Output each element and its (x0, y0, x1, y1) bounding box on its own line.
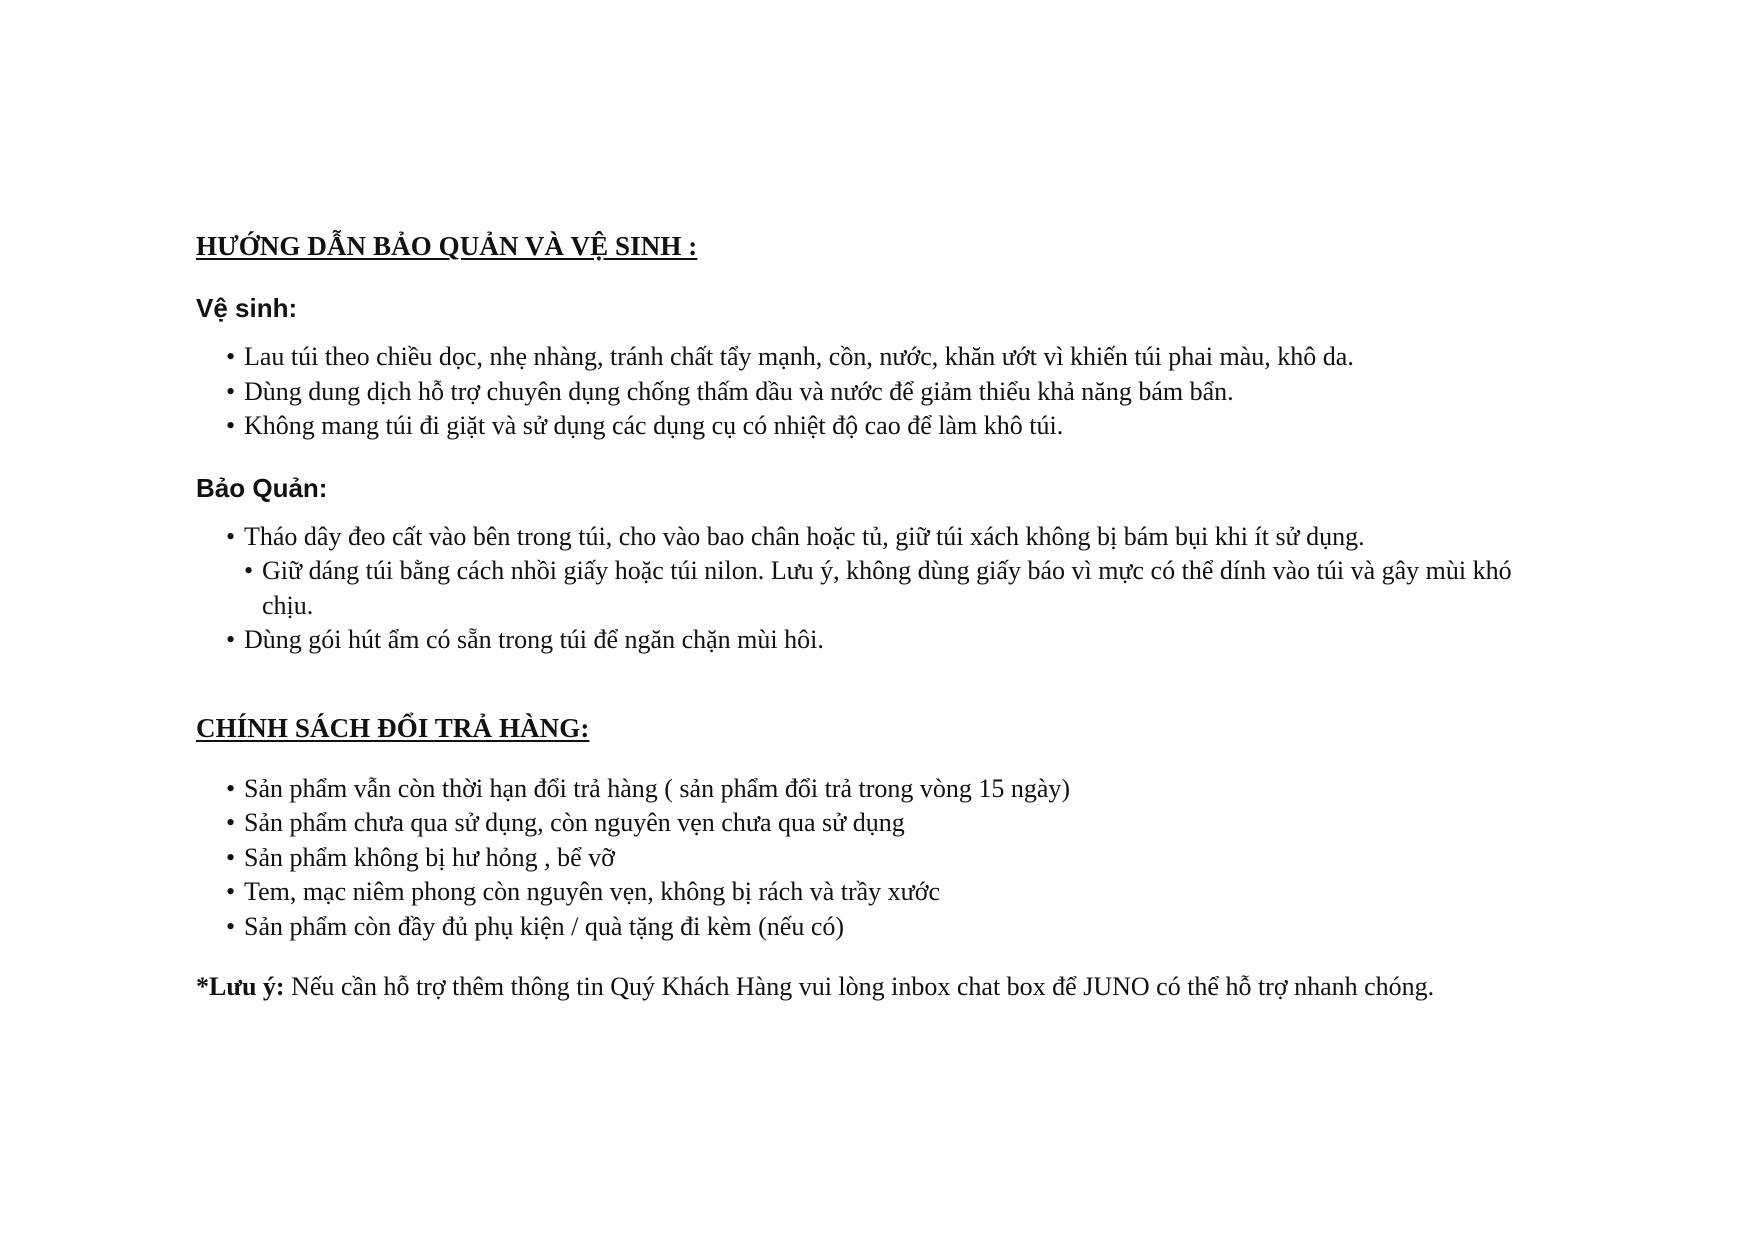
list-item: • Không mang túi đi giặt và sử dụng các dụng cụ có nhiệt độ cao để làm khô túi. (226, 409, 1556, 444)
list-item: • Sản phẩm vẫn còn thời hạn đổi trả hàng ( sản phẩm đổi trả trong vòng 15 ngày) (226, 772, 1556, 807)
bullet-icon: • (226, 877, 236, 906)
list-item: • Sản phẩm không bị hư hỏng , bể vỡ (226, 841, 1556, 876)
bullet-icon: • (244, 556, 254, 585)
list-item: • Sản phẩm chưa qua sử dụng, còn nguyên vẹn chưa qua sử dụng (226, 806, 1556, 841)
bullet-icon: • (226, 342, 236, 371)
bullet-icon: • (226, 521, 236, 551)
support-note (196, 970, 1556, 1003)
return-policy-list (196, 772, 1556, 945)
document-page (196, 226, 1556, 1003)
bullet-icon: • (226, 411, 236, 440)
cleaning-list (196, 340, 1556, 444)
note-text: Nếu cần hỗ trợ thêm thông tin Quý Khách Hàng vui lòng inbox chat box để JUNO có thể hỗ trợ nhanh chóng. (284, 972, 1435, 1001)
note-label: *Lưu ý: (196, 972, 285, 1001)
cleaning-heading: Vệ sinh: (196, 293, 298, 323)
list-item: • Lau túi theo chiều dọc, nhẹ nhàng, tránh chất tẩy mạnh, cồn, nước, khăn ướt vì khiến túi phai màu, khô da. (226, 340, 1556, 375)
bullet-icon: • (226, 376, 236, 406)
return-policy-heading: CHÍNH SÁCH ĐỔI TRẢ HÀNG: (196, 712, 590, 743)
list-item: • Tháo dây đeo cất vào bên trong túi, cho vào bao chân hoặc tủ, giữ túi xách không bị bám bụi khi ít sử dụng. (226, 520, 1556, 555)
list-item: • Dùng dung dịch hỗ trợ chuyên dụng chống thấm dầu và nước để giảm thiểu khả năng bám bẩn. (226, 375, 1556, 410)
list-item: • Sản phẩm còn đầy đủ phụ kiện / quà tặng đi kèm (nếu có) (226, 910, 1556, 945)
storage-list (196, 520, 1556, 658)
list-item: • Giữ dáng túi bằng cách nhồi giấy hoặc túi nilon. Lưu ý, không dùng giấy báo vì mực có thể dính vào túi và gây mùi khó chịu. (244, 556, 1512, 620)
bullet-icon: • (226, 625, 236, 654)
bullet-icon: • (226, 773, 236, 803)
bullet-icon: • (226, 808, 236, 837)
bullet-icon: • (226, 911, 236, 941)
list-item: • Tem, mạc niêm phong còn nguyên vẹn, không bị rách và trầy xước (226, 875, 1556, 910)
storage-heading: Bảo Quản: (196, 472, 328, 503)
list-item: • Dùng gói hút ẩm có sẵn trong túi để ngăn chặn mùi hôi. (226, 623, 1556, 658)
bullet-icon: • (226, 842, 236, 872)
care-instructions-heading: HƯỚNG DẪN BẢO QUẢN VÀ VỆ SINH : (196, 231, 698, 261)
